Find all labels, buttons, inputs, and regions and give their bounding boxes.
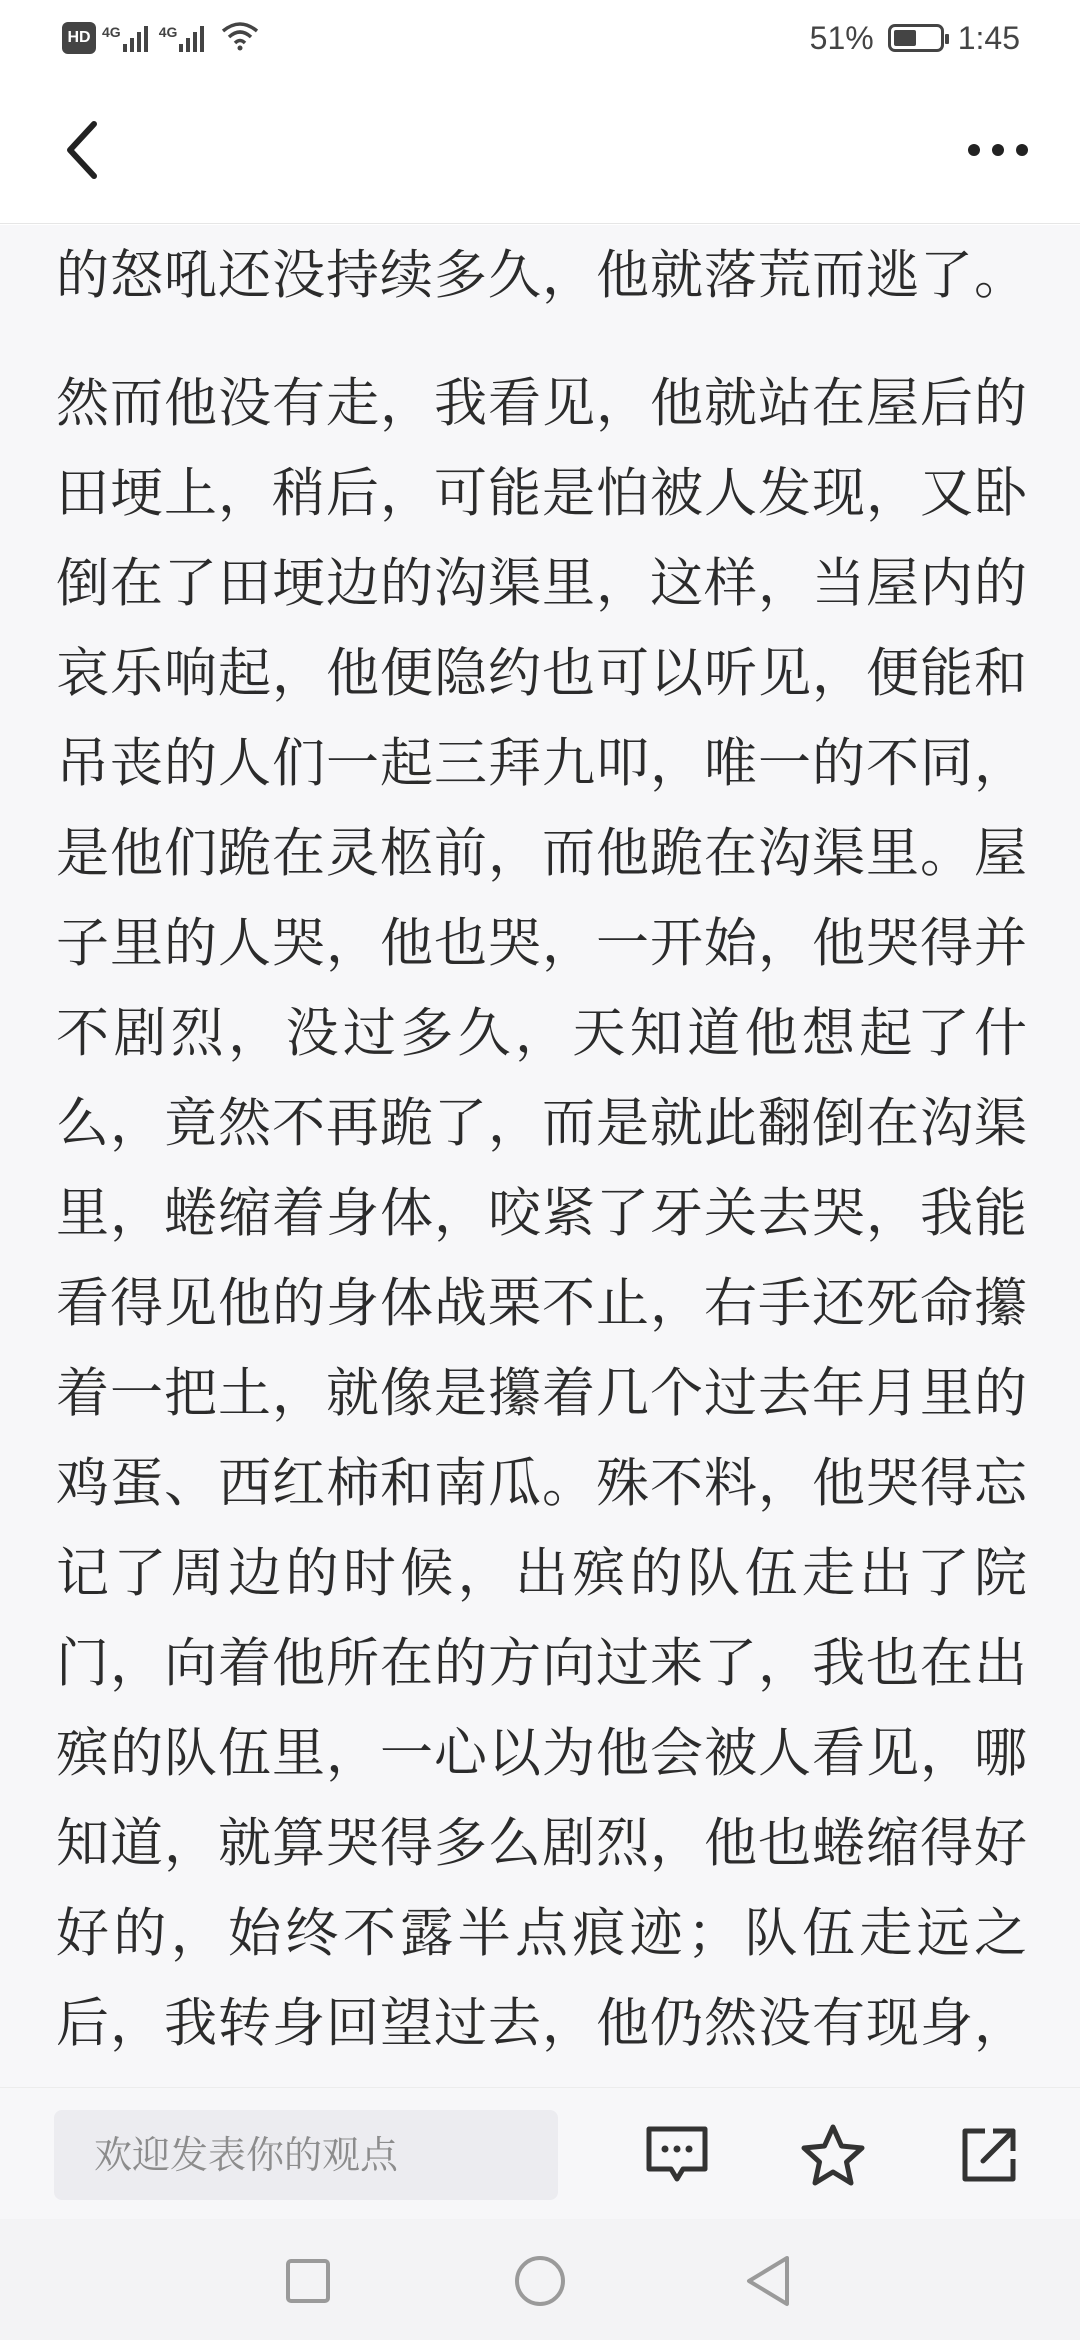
system-nav-bar	[0, 2219, 1080, 2340]
status-right	[810, 16, 1020, 60]
clock: 1:45	[957, 19, 1020, 56]
wifi-icon	[221, 21, 259, 55]
article-paragraph: 的怒吼还没持续多久，他就落荒而逃了。	[56, 245, 1028, 306]
status-left	[62, 20, 259, 56]
chevron-left-icon	[60, 120, 104, 180]
battery-level	[894, 30, 916, 46]
share-icon	[959, 2125, 1019, 2185]
signal-icon-1	[102, 24, 153, 52]
status-bar	[0, 0, 1080, 76]
triangle-back-icon	[743, 2254, 793, 2308]
battery-icon	[888, 24, 944, 52]
comment-icon	[645, 2125, 709, 2185]
home-button[interactable]	[500, 2241, 580, 2321]
bottom-action-bar	[0, 2087, 1080, 2219]
hd-badge: HD	[62, 22, 96, 54]
recents-button[interactable]	[268, 2241, 348, 2321]
circle-icon	[513, 2254, 567, 2308]
more-options-button[interactable]	[956, 108, 1040, 192]
app-bar	[0, 76, 1080, 224]
article-content[interactable]	[0, 225, 1080, 2087]
favorite-button[interactable]	[788, 2110, 878, 2200]
article-paragraph: 然而他没有走，我看见，他就站在屋后的田埂上，稍后，可能是怕被人发现，又卧倒在了田埂边的沟渠里，这样，当屋内的哀乐响起，他便隐约也可以听见，便能和吊丧的人们一起三拜九叩，唯一的不同，是他们跪在灵柩前，而他跪在沟渠里。屋子里的人哭，他也哭，一开始，他哭得并不剧烈，没过多久，天知道他想起了什么，竟然不再跪了，而是就此翻倒在沟渠里，蜷缩着身体，咬紧了牙关去哭，我能看得见他的身体战栗不止，右手还死命攥着一把土，就像是攥着几个过去年月里的鸡蛋、西红柿和南瓜。殊不料，他哭得忘记了周边的时候，出殡的队伍走出了院门，向着他所在的方向过来了，我也在出殡的队伍里，一心以为他会被人看见，哪知道，就算哭得多么剧烈，他也蜷缩得好好的，始终不露半点痕迹；队伍走远之后，我转身回望过去，他仍然没有现身，	[56, 373, 1028, 2054]
square-icon	[285, 2258, 331, 2304]
network-type-label: 4G	[158, 24, 178, 40]
battery-percent: 51%	[809, 19, 874, 56]
nav-back-button[interactable]	[728, 2241, 808, 2321]
more-horizontal-icon	[966, 142, 1030, 158]
back-button[interactable]	[40, 108, 124, 192]
comment-input[interactable]	[54, 2110, 558, 2200]
comments-button[interactable]	[632, 2110, 722, 2200]
signal-icon-2	[159, 24, 210, 52]
share-button[interactable]	[944, 2110, 1034, 2200]
network-type-label: 4G	[102, 24, 121, 40]
star-icon	[800, 2123, 866, 2187]
article-body	[56, 231, 1028, 2087]
